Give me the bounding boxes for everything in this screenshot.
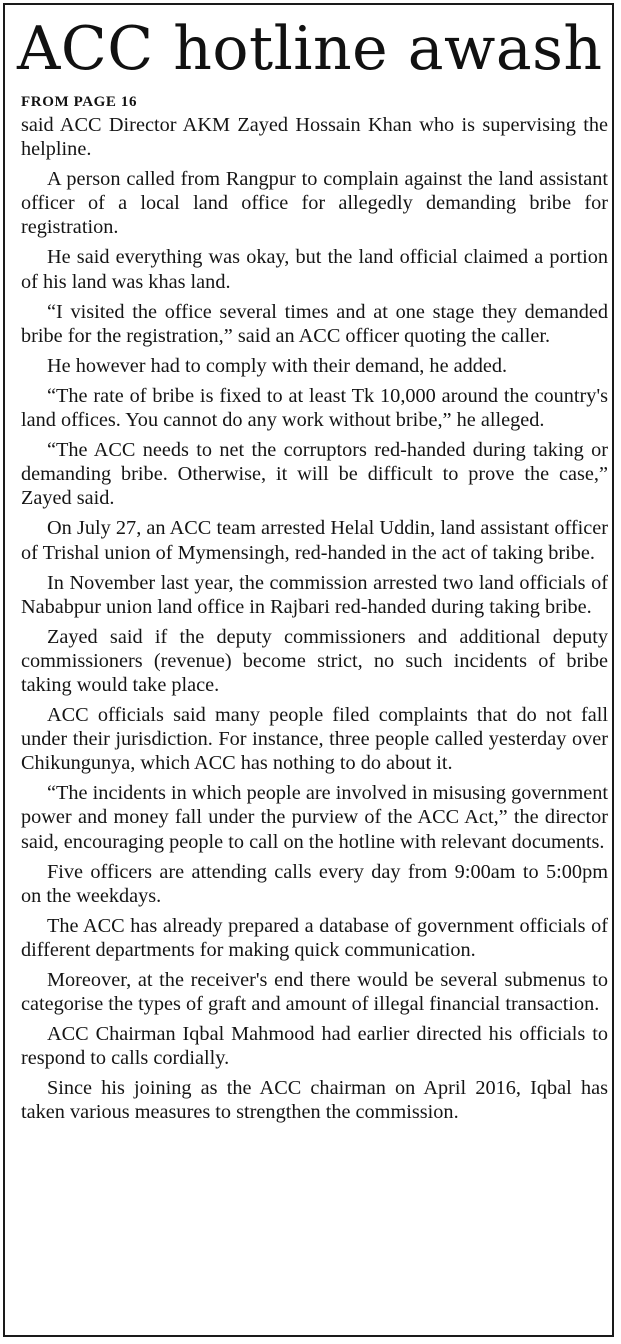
article-paragraph: “The ACC needs to net the corruptors red-handed during taking or demanding bribe. Otherwise, it will be difficult to prove the case,” Zayed said. bbox=[21, 439, 608, 510]
article-paragraph: The ACC has already prepared a database of government officials of different departments for making quick communication. bbox=[21, 914, 608, 961]
article-paragraph: Five officers are attending calls every day from 9:00am to 5:00pm on the weekdays. bbox=[21, 860, 608, 907]
article-paragraph: Moreover, at the receiver's end there would be several submenus to categorise the types of graft and amount of illegal financial transaction. bbox=[21, 969, 608, 1016]
article-body bbox=[21, 113, 608, 1131]
article-paragraph: said ACC Director AKM Zayed Hossain Khan who is supervising the helpline. bbox=[21, 114, 608, 161]
article-paragraph: “The incidents in which people are involved in misusing government power and money fall under the purview of the ACC Act,” the director said, encouraging people to call on the hotline with relevant documents. bbox=[21, 782, 608, 853]
article-headline: ACC hotline awash bbox=[17, 14, 603, 84]
article-paragraph: A person called from Rangpur to complain against the land assistant officer of a local land office for allegedly demanding bribe for registration. bbox=[21, 168, 608, 239]
article-paragraph: Zayed said if the deputy commissioners and additional deputy commissioners (revenue) become strict, no such incidents of bribe taking would take place. bbox=[21, 625, 608, 696]
article-paragraph: On July 27, an ACC team arrested Helal Uddin, land assistant officer of Trishal union of Mymensingh, red-handed in the act of taking bribe. bbox=[21, 517, 608, 564]
article-paragraph: ACC officials said many people filed complaints that do not fall under their jurisdiction. For instance, three people called yesterday over Chikungunya, which ACC has nothing to do about it. bbox=[21, 704, 608, 775]
article-paragraph: Since his joining as the ACC chairman on April 2016, Iqbal has taken various measures to strengthen the commission. bbox=[21, 1077, 608, 1124]
article-paragraph: In November last year, the commission arrested two land officials of Nababpur union land office in Rajbari red-handed during taking bribe. bbox=[21, 571, 608, 618]
article-paragraph: He however had to comply with their demand, he added. bbox=[47, 354, 508, 377]
article-frame bbox=[3, 3, 614, 1337]
continuation-label: FROM PAGE 16 bbox=[21, 94, 138, 110]
article-paragraph: ACC Chairman Iqbal Mahmood had earlier directed his officials to respond to calls cordially. bbox=[21, 1023, 608, 1070]
article-paragraph: “The rate of bribe is fixed to at least Tk 10,000 around the country's land offices. You cannot do any work without bribe,” he alleged. bbox=[21, 384, 608, 432]
article-paragraph: “I visited the office several times and at one stage they demanded bribe for the registration,” said an ACC officer quoting the caller. bbox=[21, 300, 608, 347]
article-paragraph: He said everything was okay, but the land official claimed a portion of his land was khas land. bbox=[21, 246, 608, 293]
